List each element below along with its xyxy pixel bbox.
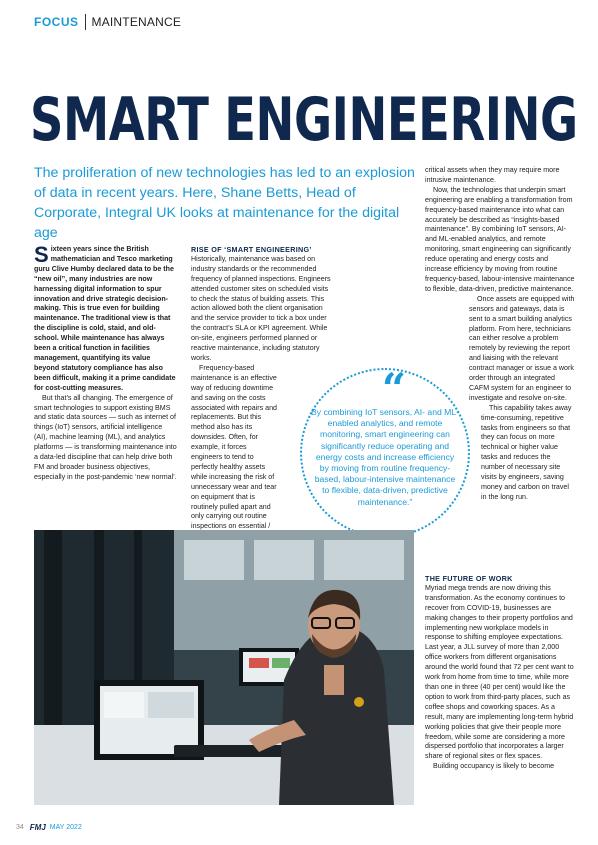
magazine-logo: FMJ — [29, 822, 46, 832]
page-number: 34 — [16, 823, 24, 831]
article-headline: SMART ENGINEERING — [30, 85, 578, 155]
drop-cap: S — [34, 242, 49, 267]
body-paragraph: Frequency-based maintenance is an effective way of reducing downtime and saving on the costs associated with repairs and replacements. But this method also has its downsides. Often, for example, it forces engineers to tend to perfectly healthy assets while increasing the risk of unnecessary wear and tear on equipment that is routinely pulled apart and only carrying out routine inspections on essential / — [191, 363, 277, 531]
pull-quote-text: By combining IoT sensors, AI- and ML-enabled analytics, and remote monitoring, smart engineering can significantly reduce operating and energy costs and increase efficiency by moving from routine frequency-based, labour-intensive maintenance to flexible, data-driven, predictive maintenance.” — [311, 407, 459, 507]
intro-paragraph: ixteen years since the British mathematician and Tesco marketing guru Clive Humby declared data to be the “new oil”, many industries are now harnessing digital information to spur innovation and drive strategic decision-making. This is true even for building maintenance. The traditional view is that the discipline is cold, staid, and old-school. While maintenance has always been a critical function in facilities management, quantifying its value beyond statutory compliance has also been difficult, making it a prime candidate for cost-cutting measures. — [34, 245, 176, 392]
section-label: MAINTENANCE — [91, 15, 182, 29]
body-paragraph: Myriad mega trends are now driving this transformation. As the economy continues to recover from COVID-19, businesses are making changes to their property portfolios and implementing new workplace models in response to shifting employee expectations. Last year, a JLL survey of more than 2,000 office workers from different organisations around the world found that 72 per cent want to work from home from time to time, while more than one in three (40 per cent) would like the option to work from third-party places, such as coffee shops and coworking spaces. As a result, many are implementing long-term hybrid working policies that give their people more freedom, while some are considering a more dispersed portfolio that incorporates a larger share of regional sites or flex spaces. — [425, 583, 574, 761]
issue-date: MAY 2022 — [49, 823, 82, 831]
article-photo — [34, 530, 414, 805]
engineer-at-desk-illustration — [34, 530, 414, 805]
header-divider — [85, 14, 86, 30]
body-paragraph: But that’s all changing. The emergence of smart technologies to support existing BMS and static data sources — such as internet of things (IoT) sensors, artificial intelligence (AI), machine learning (ML), and analytics platforms — is transforming maintenance into a data-led discipline that can help drive both FM and broader business objectives, especially in the post-pandemic ‘new normal’. — [34, 393, 177, 481]
column-4 — [425, 574, 575, 772]
subheading-future: THE FUTURE OF WORK — [425, 574, 513, 583]
body-paragraph: Historically, maintenance was based on industry standards or the recommended frequency of planned inspections. Engineers attended customer sites on scheduled visits to check the status of building assets. This action allowed both the client organisation and the service provider to tick a box under the contract’s SLA or KPI agreement. While on-site, engineers performed planned or reactive maintenance, including statutory works. — [191, 254, 331, 362]
body-paragraph: This capability takes away time-consuming, repetitive tasks from engineers so that they can focus on more technical or higher value tasks and reduces the number of necessary site visits by engineers, saving money and carbon on travel in the long run. — [481, 403, 572, 501]
article-standfirst: The proliferation of new technologies has led to an explosion of data in recent years. Here, Shane Betts, Head of Corporate, Integral UK looks at maintenance for the digital age — [34, 165, 415, 241]
body-paragraph: critical assets when they may require more intrusive maintenance. — [425, 166, 560, 184]
page-header — [34, 13, 181, 31]
quote-mark-icon: “ — [381, 364, 407, 413]
category-label: FOCUS — [34, 15, 79, 29]
column-1 — [34, 242, 177, 483]
page-footer — [16, 820, 82, 834]
body-paragraph: Building occupancy is likely to become — [433, 762, 555, 771]
body-paragraph: Once assets are equipped with sensors and gateways, data is sent to a smart building analytics platform. From here, technicians can either resolve a problem remotely by reviewing the report and liaising with the relevant contract manager or issue a work order through an integrated CAFM system for an engineer to investigate and resolve on-site. — [469, 294, 575, 402]
body-paragraph: Now, the technologies that underpin smart engineering are enabling a transformation from frequency-based maintenance into what can accurately be described as “insights-based maintenance”. By combining IoT sensors, AI- and ML-enabled analytics, and remote monitoring, smart engineering can significantly reduce operating and energy costs and increase efficiency by moving from routine frequency-based, labour-intensive maintenance to flexible, data-driven, predictive maintenance. — [425, 185, 575, 293]
subheading-rise: RISE OF ‘SMART ENGINEERING’ — [191, 245, 312, 254]
